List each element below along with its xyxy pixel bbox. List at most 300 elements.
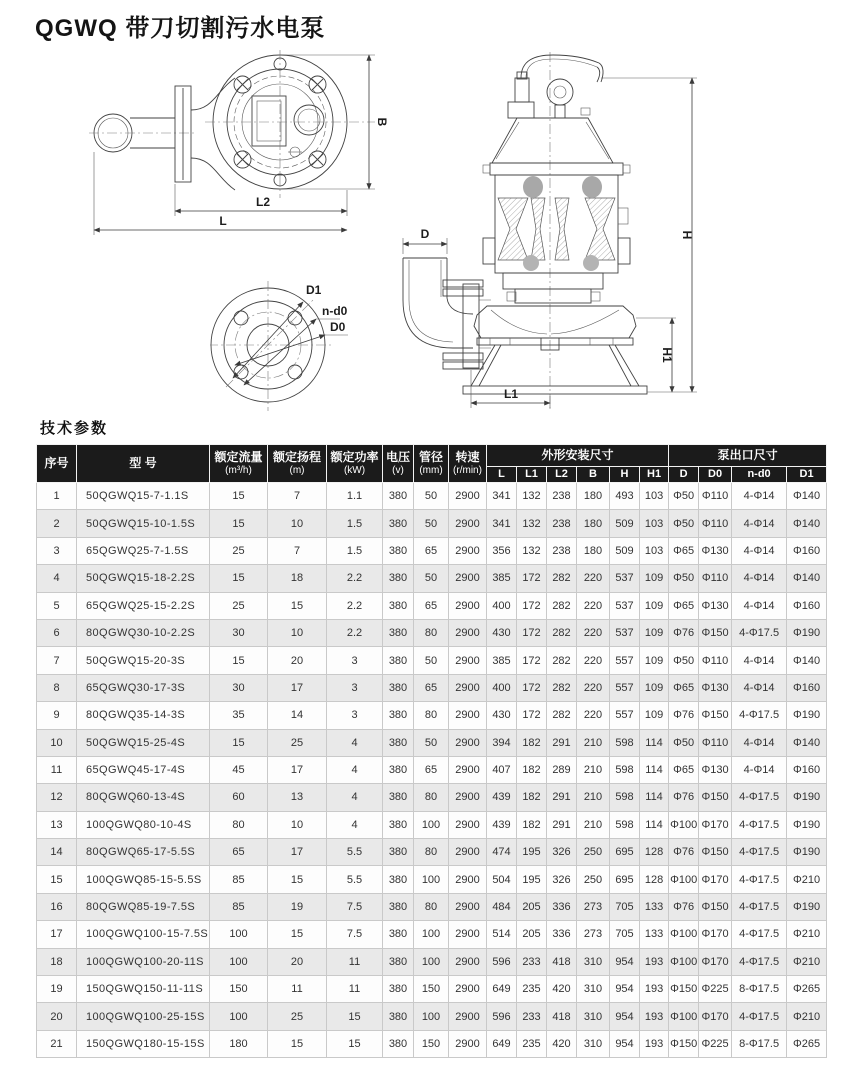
table-cell: 4-Φ17.5: [732, 784, 787, 811]
table-row: [37, 510, 827, 537]
table-cell: 380: [383, 893, 414, 920]
table-cell: 3: [327, 674, 383, 701]
table-cell: 557: [610, 674, 640, 701]
table-cell: Φ160: [787, 756, 827, 783]
table-cell: 235: [517, 976, 547, 1003]
table-cell: 2900: [449, 510, 487, 537]
table-cell: 180: [577, 537, 610, 564]
table-cell: 30: [210, 674, 268, 701]
table-cell: Φ210: [787, 948, 827, 975]
table-cell: 5: [37, 592, 77, 619]
table-cell: 2900: [449, 565, 487, 592]
table-cell: 2900: [449, 674, 487, 701]
table-cell: 25: [210, 592, 268, 619]
table-cell: 514: [487, 921, 517, 948]
table-cell: 380: [383, 647, 414, 674]
table-cell: 114: [640, 784, 669, 811]
table-cell: 1.5: [327, 537, 383, 564]
table-cell: 50: [414, 565, 449, 592]
table-cell: 14: [37, 839, 77, 866]
table-cell: 4: [37, 565, 77, 592]
model-cell: 100QGWQ80-10-4S: [77, 811, 210, 838]
col-header-L2: L2: [547, 467, 577, 483]
table-cell: 954: [610, 1030, 640, 1057]
table-cell: 8-Φ17.5: [732, 976, 787, 1003]
table-cell: Φ50: [669, 510, 699, 537]
table-cell: 954: [610, 976, 640, 1003]
table-cell: 109: [640, 565, 669, 592]
table-row: [37, 866, 827, 893]
table-cell: 418: [547, 948, 577, 975]
table-cell: 238: [547, 537, 577, 564]
table-cell: 282: [547, 592, 577, 619]
table-cell: 310: [577, 1030, 610, 1057]
table-cell: 2900: [449, 921, 487, 948]
table-cell: 380: [383, 674, 414, 701]
table-cell: 10: [268, 811, 327, 838]
table-cell: 649: [487, 976, 517, 1003]
table-cell: 4-Φ17.5: [732, 811, 787, 838]
pump-top-view-diagram: [85, 48, 395, 258]
dim-label-l: L: [219, 214, 227, 228]
table-cell: 19: [268, 893, 327, 920]
table-cell: Φ225: [699, 976, 732, 1003]
table-cell: 380: [383, 619, 414, 646]
table-cell: 7.5: [327, 921, 383, 948]
col-header-no: 序号: [37, 445, 77, 483]
table-row: [37, 592, 827, 619]
table-cell: 380: [383, 537, 414, 564]
table-cell: Φ65: [669, 756, 699, 783]
table-cell: 2900: [449, 483, 487, 510]
col-header-B: B: [577, 467, 610, 483]
table-cell: 420: [547, 1030, 577, 1057]
table-cell: 407: [487, 756, 517, 783]
table-cell: 1.1: [327, 483, 383, 510]
table-cell: 1: [37, 483, 77, 510]
table-cell: 85: [210, 866, 268, 893]
dim-label-l2: L2: [255, 195, 271, 209]
table-cell: 220: [577, 674, 610, 701]
col-header-L1: L1: [517, 467, 547, 483]
table-cell: 537: [610, 565, 640, 592]
table-cell: 109: [640, 702, 669, 729]
table-cell: 380: [383, 921, 414, 948]
model-cell: 100QGWQ100-25-15S: [77, 1003, 210, 1030]
table-cell: Φ190: [787, 619, 827, 646]
table-cell: 394: [487, 729, 517, 756]
table-cell: 4: [327, 729, 383, 756]
table-cell: 65: [414, 537, 449, 564]
table-cell: 310: [577, 976, 610, 1003]
table-cell: 25: [210, 537, 268, 564]
dim-label-n-d0: n-d0: [322, 304, 348, 318]
table-cell: 100: [414, 866, 449, 893]
col-header-n-d0: n-d0: [732, 467, 787, 483]
table-cell: 50: [414, 647, 449, 674]
table-cell: 180: [210, 1030, 268, 1057]
dim-label-h: H: [680, 230, 694, 240]
model-cell: 65QGWQ25-7-1.5S: [77, 537, 210, 564]
table-cell: 132: [517, 483, 547, 510]
table-cell: 15: [210, 510, 268, 537]
table-cell: 439: [487, 784, 517, 811]
table-cell: Φ190: [787, 784, 827, 811]
table-cell: 193: [640, 948, 669, 975]
table-cell: 4-Φ17.5: [732, 702, 787, 729]
page-title: QGWQ 带刀切割污水电泵: [35, 15, 326, 42]
table-cell: 30: [210, 619, 268, 646]
table-cell: Φ150: [699, 702, 732, 729]
table-cell: 193: [640, 1030, 669, 1057]
table-cell: 25: [268, 1003, 327, 1030]
table-cell: 132: [517, 510, 547, 537]
table-cell: 114: [640, 811, 669, 838]
table-cell: Φ150: [669, 976, 699, 1003]
table-cell: 336: [547, 921, 577, 948]
table-cell: Φ130: [699, 756, 732, 783]
table-cell: 4-Φ17.5: [732, 948, 787, 975]
table-cell: 310: [577, 1003, 610, 1030]
table-cell: 4-Φ14: [732, 647, 787, 674]
table-row: [37, 756, 827, 783]
table-cell: 4-Φ14: [732, 674, 787, 701]
table-cell: 80: [414, 893, 449, 920]
table-cell: 380: [383, 565, 414, 592]
col-group-install-dims: 外形安装尺寸: [487, 445, 669, 467]
table-cell: 2: [37, 510, 77, 537]
table-cell: 20: [37, 1003, 77, 1030]
table-cell: 210: [577, 729, 610, 756]
table-cell: 598: [610, 756, 640, 783]
dim-label-d: D: [420, 227, 430, 241]
table-row: [37, 565, 827, 592]
table-cell: 17: [268, 839, 327, 866]
col-header-D0: D0: [699, 467, 732, 483]
table-cell: 291: [547, 784, 577, 811]
table-cell: 50: [414, 483, 449, 510]
table-cell: 380: [383, 483, 414, 510]
table-cell: 380: [383, 839, 414, 866]
table-cell: 7.5: [327, 893, 383, 920]
table-cell: 16: [37, 893, 77, 920]
table-cell: Φ160: [787, 537, 827, 564]
table-cell: Φ100: [669, 866, 699, 893]
spec-table-body: [37, 483, 827, 1058]
table-cell: 4-Φ14: [732, 537, 787, 564]
table-cell: Φ160: [787, 674, 827, 701]
table-cell: 80: [414, 784, 449, 811]
table-cell: 13: [37, 811, 77, 838]
table-cell: Φ150: [699, 893, 732, 920]
table-cell: 100: [210, 921, 268, 948]
table-cell: 2900: [449, 866, 487, 893]
table-cell: 4: [327, 756, 383, 783]
col-header-head: 额定扬程 (m): [268, 445, 327, 483]
table-cell: 282: [547, 702, 577, 729]
table-row: [37, 729, 827, 756]
table-cell: 103: [640, 537, 669, 564]
table-cell: 18: [268, 565, 327, 592]
section-label: 技术参数: [40, 420, 109, 437]
table-cell: 100: [414, 1003, 449, 1030]
col-header-voltage: 电压 (v): [383, 445, 414, 483]
model-cell: 65QGWQ45-17-4S: [77, 756, 210, 783]
table-cell: 537: [610, 619, 640, 646]
table-cell: 356: [487, 537, 517, 564]
table-cell: 15: [268, 921, 327, 948]
table-cell: 220: [577, 647, 610, 674]
table-cell: 649: [487, 1030, 517, 1057]
table-cell: 205: [517, 921, 547, 948]
table-cell: 65: [414, 756, 449, 783]
table-cell: Φ170: [699, 1003, 732, 1030]
table-cell: 80: [414, 702, 449, 729]
table-cell: 380: [383, 756, 414, 783]
table-cell: 5.5: [327, 839, 383, 866]
table-cell: 100: [414, 811, 449, 838]
table-cell: 2.2: [327, 619, 383, 646]
model-cell: 100QGWQ85-15-5.5S: [77, 866, 210, 893]
table-cell: 380: [383, 729, 414, 756]
table-cell: 4-Φ17.5: [732, 839, 787, 866]
table-cell: Φ190: [787, 893, 827, 920]
table-row: [37, 1030, 827, 1057]
table-cell: 182: [517, 756, 547, 783]
table-cell: 4-Φ17.5: [732, 1003, 787, 1030]
col-header-model: 型 号: [77, 445, 210, 483]
table-row: [37, 893, 827, 920]
col-group-outlet-dims: 泵出口尺寸: [669, 445, 827, 467]
table-cell: 380: [383, 592, 414, 619]
table-cell: 103: [640, 483, 669, 510]
table-cell: 2.2: [327, 592, 383, 619]
table-cell: 2900: [449, 976, 487, 1003]
table-cell: Φ76: [669, 893, 699, 920]
table-cell: Φ130: [699, 592, 732, 619]
table-cell: 250: [577, 866, 610, 893]
table-cell: 2900: [449, 893, 487, 920]
table-cell: 15: [37, 866, 77, 893]
table-cell: 10: [268, 510, 327, 537]
table-cell: 35: [210, 702, 268, 729]
table-cell: 2.2: [327, 565, 383, 592]
table-cell: Φ110: [699, 510, 732, 537]
table-cell: 172: [517, 565, 547, 592]
table-cell: 2900: [449, 619, 487, 646]
table-cell: 150: [210, 976, 268, 1003]
table-cell: Φ160: [787, 592, 827, 619]
table-cell: Φ76: [669, 784, 699, 811]
model-cell: 80QGWQ30-10-2.2S: [77, 619, 210, 646]
table-cell: 385: [487, 647, 517, 674]
table-cell: Φ210: [787, 921, 827, 948]
table-cell: 195: [517, 866, 547, 893]
table-cell: 50: [414, 510, 449, 537]
table-cell: Φ130: [699, 674, 732, 701]
table-cell: 100: [210, 1003, 268, 1030]
table-cell: 182: [517, 729, 547, 756]
table-cell: 4-Φ14: [732, 565, 787, 592]
table-row: [37, 647, 827, 674]
dim-label-l1: L1: [503, 387, 519, 401]
table-cell: 310: [577, 948, 610, 975]
table-cell: 172: [517, 702, 547, 729]
table-cell: 133: [640, 893, 669, 920]
table-cell: 2900: [449, 647, 487, 674]
table-cell: 418: [547, 1003, 577, 1030]
table-row: [37, 976, 827, 1003]
col-header-pipe: 管径 (mm): [414, 445, 449, 483]
table-cell: 20: [268, 948, 327, 975]
table-cell: 233: [517, 1003, 547, 1030]
table-cell: Φ150: [699, 784, 732, 811]
table-cell: Φ210: [787, 866, 827, 893]
table-cell: 2900: [449, 729, 487, 756]
table-cell: 17: [268, 756, 327, 783]
table-cell: 5.5: [327, 866, 383, 893]
table-cell: 430: [487, 702, 517, 729]
table-cell: 557: [610, 647, 640, 674]
table-row: [37, 537, 827, 564]
table-cell: 15: [327, 1030, 383, 1057]
table-cell: 132: [517, 537, 547, 564]
table-cell: Φ100: [669, 921, 699, 948]
table-cell: 341: [487, 483, 517, 510]
spec-table: [36, 444, 827, 1058]
table-cell: 474: [487, 839, 517, 866]
table-cell: Φ190: [787, 702, 827, 729]
table-cell: 8-Φ17.5: [732, 1030, 787, 1057]
pump-flange-diagram: [210, 272, 370, 412]
model-cell: 80QGWQ65-17-5.5S: [77, 839, 210, 866]
col-header-speed: 转速 (r/min): [449, 445, 487, 483]
table-cell: 8: [37, 674, 77, 701]
table-cell: 250: [577, 839, 610, 866]
table-row: [37, 811, 827, 838]
table-cell: 11: [327, 976, 383, 1003]
table-cell: 380: [383, 784, 414, 811]
table-cell: 273: [577, 893, 610, 920]
table-cell: Φ225: [699, 1030, 732, 1057]
table-cell: 380: [383, 510, 414, 537]
table-cell: 2900: [449, 1030, 487, 1057]
table-cell: 705: [610, 893, 640, 920]
table-cell: 205: [517, 893, 547, 920]
table-cell: 21: [37, 1030, 77, 1057]
table-cell: 2900: [449, 811, 487, 838]
table-cell: 10: [37, 729, 77, 756]
table-cell: Φ110: [699, 647, 732, 674]
table-cell: 380: [383, 811, 414, 838]
table-cell: 193: [640, 976, 669, 1003]
table-cell: Φ65: [669, 592, 699, 619]
table-cell: 484: [487, 893, 517, 920]
table-cell: 19: [37, 976, 77, 1003]
table-cell: 80: [414, 839, 449, 866]
table-cell: Φ170: [699, 811, 732, 838]
table-cell: 420: [547, 976, 577, 1003]
table-cell: 150: [414, 1030, 449, 1057]
table-cell: 15: [210, 729, 268, 756]
table-cell: 282: [547, 647, 577, 674]
table-cell: Φ170: [699, 866, 732, 893]
table-cell: Φ150: [699, 839, 732, 866]
table-cell: 65: [414, 592, 449, 619]
table-cell: 210: [577, 811, 610, 838]
table-cell: 100: [414, 921, 449, 948]
table-cell: 109: [640, 619, 669, 646]
table-cell: Φ210: [787, 1003, 827, 1030]
table-cell: 238: [547, 483, 577, 510]
table-cell: 20: [268, 647, 327, 674]
model-cell: 65QGWQ30-17-3S: [77, 674, 210, 701]
table-cell: 4: [327, 784, 383, 811]
table-cell: 210: [577, 784, 610, 811]
table-cell: 210: [577, 756, 610, 783]
table-cell: Φ190: [787, 811, 827, 838]
table-cell: 341: [487, 510, 517, 537]
table-cell: 2900: [449, 756, 487, 783]
table-cell: 380: [383, 976, 414, 1003]
dim-label-d0: D0: [330, 320, 346, 334]
table-cell: 380: [383, 1003, 414, 1030]
table-cell: 11: [327, 948, 383, 975]
table-cell: 400: [487, 592, 517, 619]
table-cell: 65: [414, 674, 449, 701]
table-cell: 100: [414, 948, 449, 975]
table-cell: 220: [577, 592, 610, 619]
table-cell: 15: [327, 1003, 383, 1030]
model-cell: 50QGWQ15-18-2.2S: [77, 565, 210, 592]
table-cell: 557: [610, 702, 640, 729]
table-cell: Φ170: [699, 948, 732, 975]
table-cell: 172: [517, 674, 547, 701]
table-cell: Φ50: [669, 565, 699, 592]
table-cell: 326: [547, 866, 577, 893]
table-cell: 172: [517, 647, 547, 674]
model-cell: 65QGWQ25-15-2.2S: [77, 592, 210, 619]
table-cell: 80: [210, 811, 268, 838]
table-cell: 109: [640, 592, 669, 619]
table-cell: 100: [210, 948, 268, 975]
table-cell: 2900: [449, 839, 487, 866]
table-cell: 7: [268, 537, 327, 564]
table-cell: 598: [610, 729, 640, 756]
table-cell: 954: [610, 1003, 640, 1030]
table-row: [37, 784, 827, 811]
table-row: [37, 839, 827, 866]
table-cell: 596: [487, 948, 517, 975]
dim-label-h1: H1: [660, 347, 674, 363]
table-cell: 17: [37, 921, 77, 948]
table-cell: 109: [640, 674, 669, 701]
table-cell: 400: [487, 674, 517, 701]
table-cell: 15: [268, 866, 327, 893]
table-cell: 596: [487, 1003, 517, 1030]
table-cell: Φ110: [699, 729, 732, 756]
table-cell: Φ140: [787, 647, 827, 674]
col-header-L: L: [487, 467, 517, 483]
dim-label-b: B: [375, 117, 389, 127]
table-cell: 109: [640, 647, 669, 674]
table-cell: Φ265: [787, 976, 827, 1003]
table-cell: Φ150: [699, 619, 732, 646]
table-cell: 11: [268, 976, 327, 1003]
table-cell: 15: [268, 592, 327, 619]
table-row: [37, 483, 827, 510]
table-cell: 385: [487, 565, 517, 592]
